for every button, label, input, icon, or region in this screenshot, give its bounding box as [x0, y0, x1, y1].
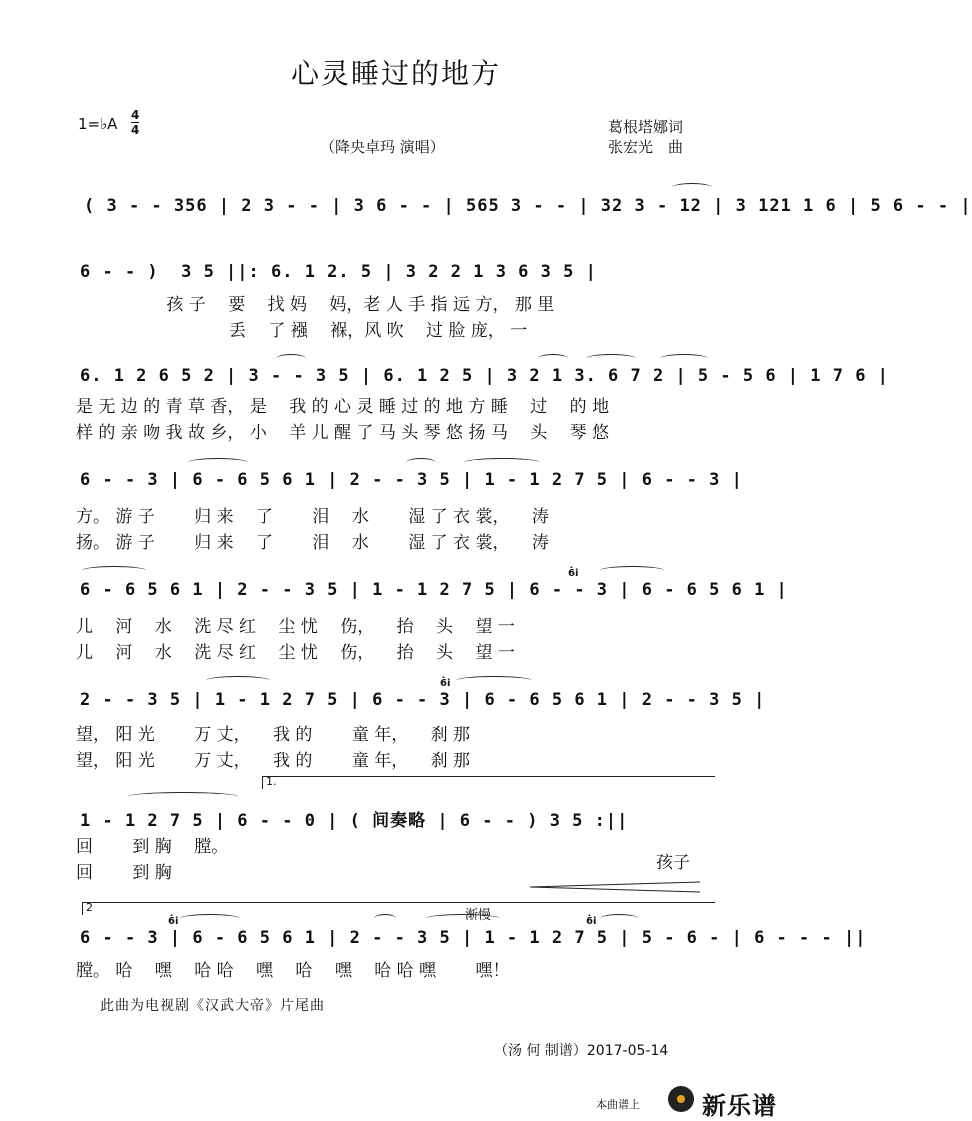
- slur: [82, 566, 146, 575]
- time-sig-top: 4: [131, 108, 140, 122]
- lyrics-row-6-verse-1: 望， 阳 光 万 丈， 我 的 童 年， 刹 那: [76, 725, 471, 745]
- transcriber-credit: （汤 何 制谱）2017-05-14: [494, 1043, 669, 1059]
- lyrics-row-6-verse-2: 望， 阳 光 万 丈， 我 的 童 年， 刹 那: [76, 751, 471, 771]
- notes-row-2: 6 - - ) 3 5 ||: 6. 1 2. 5 | 3 2 2 1 3 6 3 5 |: [80, 262, 597, 282]
- lyrics-row-7-verse-2: 回 到 胸: [76, 863, 172, 883]
- lyrics-row-3-verse-2: 样 的 亲 吻 我 故 乡， 小 羊 儿 醒 了 马 头 琴 悠 扬 马 头 琴 悠: [76, 423, 610, 443]
- lyrics-row-2-verse-1: 孩 子 要 找 妈 妈，老 人 手 指 远 方， 那 里: [76, 295, 555, 315]
- key-signature: 1=♭A: [78, 115, 118, 133]
- lyrics-row-7-verse-1: 回 到 胸 膛。: [76, 837, 229, 857]
- score-row-1: [76, 196, 972, 226]
- repeat-lyric: 孩子: [656, 853, 690, 873]
- slur: [586, 354, 636, 363]
- score-row-2: [76, 262, 718, 292]
- slur: [672, 183, 712, 192]
- notes-row-1: ( 3 - - 356 | 2 3 - - | 3 6 - - | 565 3 - - | 32 3 - 12 | 3 121 1 6 | 5 6 - - |: [84, 196, 972, 216]
- slur: [406, 458, 436, 467]
- lyrics-row-8: 膛。 哈 嘿 哈 哈 嘿 哈 嘿 哈 哈 嘿 嘿！: [76, 961, 510, 981]
- score-row-4: [76, 470, 743, 500]
- slur: [538, 354, 568, 363]
- footnote: 此曲为电视剧《汉武大帝》片尾曲: [100, 998, 325, 1014]
- lyricist-credit: 葛根塔娜词: [608, 118, 684, 136]
- slur: [374, 914, 396, 923]
- song-title: 心灵睡过的地方: [290, 57, 501, 90]
- slur: [660, 354, 708, 363]
- volta-1-bracket: [262, 776, 715, 789]
- composer-credit: 张宏光 曲: [608, 138, 684, 156]
- notes-row-3: 6. 1 2 6 5 2 | 3 - - 3 5 | 6. 1 2 5 | 3 2 1 3. 6 7 2 | 5 - 5 6 | 1 7 6 |: [80, 366, 889, 386]
- grace-note: 6̇i: [586, 916, 597, 927]
- notes-row-5: 6 - 6 5 6 1 | 2 - - 3 5 | 1 - 1 2 7 5 | 6 - - 3 | 6 - 6 5 6 1 |: [80, 580, 788, 600]
- time-signature: [131, 108, 139, 137]
- time-sig-bottom: 4: [131, 123, 140, 137]
- lyrics-row-3-verse-1: 是 无 边 的 青 草 香， 是 我 的 心 灵 睡 过 的 地 方 睡 过 的 地: [76, 397, 610, 417]
- slur: [188, 458, 248, 467]
- volta-1-label: 1.: [266, 775, 277, 788]
- slur: [426, 914, 500, 923]
- slur: [180, 914, 240, 923]
- notes-row-4: 6 - - 3 | 6 - 6 5 6 1 | 2 - - 3 5 | 1 - 1 2 7 5 | 6 - - 3 |: [80, 470, 743, 490]
- decrescendo-hairpin: [530, 880, 700, 894]
- vinyl-logo-icon: [668, 1086, 694, 1112]
- notes-row-6: 2 - - 3 5 | 1 - 1 2 7 5 | 6 - - 3 | 6 - 6 5 6 1 | 2 - - 3 5 |: [80, 690, 766, 710]
- slur: [464, 458, 540, 467]
- lyrics-row-2-verse-2: 丢 了 襁 褓，风 吹 过 脸 庞， 一: [76, 321, 528, 341]
- score-row-5: [76, 580, 788, 610]
- brand-name: 新乐谱: [702, 1092, 777, 1120]
- notes-row-8: 6 - - 3 | 6 - 6 5 6 1 | 2 - - 3 5 | 1 - 1 2 7 5 | 5 - 6 - | 6 - - - ||: [80, 928, 867, 948]
- tempo-mark: 渐慢: [465, 908, 492, 923]
- slur: [276, 354, 306, 363]
- score-row-8: [76, 928, 867, 958]
- slur: [206, 676, 270, 685]
- grace-note: 6̇i: [568, 568, 579, 579]
- volta-2-label: 2: [86, 901, 93, 914]
- slur: [128, 792, 238, 801]
- singer-credit: （降央卓玛 演唱）: [320, 138, 445, 156]
- grace-note: 6̇i: [440, 678, 451, 689]
- lyrics-row-5-verse-2: 儿 河 水 洗 尽 红 尘 忧 伤， 抬 头 望 一: [76, 643, 515, 663]
- slur: [600, 566, 664, 575]
- notes-row-7: 1 - 1 2 7 5 | 6 - - 0 | ( 间奏略 | 6 - - ) 3 5 :||: [80, 811, 629, 831]
- lyrics-row-4-verse-2: 扬。 游 子 归 来 了 泪 水 湿 了 衣 裳， 涛: [76, 533, 549, 553]
- slur: [456, 676, 532, 685]
- grace-note: 6̇i: [168, 916, 179, 927]
- brand-prefix: 本曲谱上: [596, 1098, 640, 1111]
- score-row-6: [76, 690, 766, 720]
- lyrics-row-4-verse-1: 方。 游 子 归 来 了 泪 水 湿 了 衣 裳， 涛: [76, 507, 549, 527]
- slur: [600, 914, 638, 923]
- lyrics-row-5-verse-1: 儿 河 水 洗 尽 红 尘 忧 伤， 抬 头 望 一: [76, 617, 515, 637]
